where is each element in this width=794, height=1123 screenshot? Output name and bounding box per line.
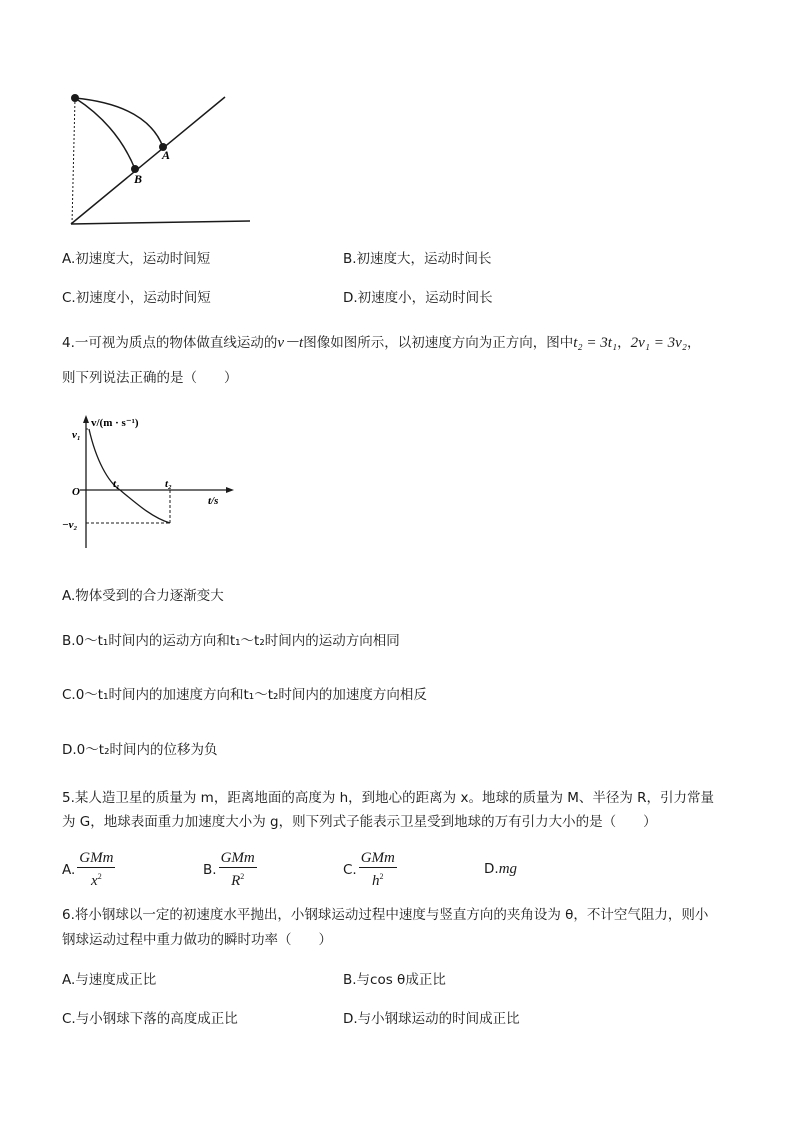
t1-label: t₁ (113, 478, 120, 490)
relation-v: 2v₁ = 3v₂ (630, 335, 687, 351)
q4-stem-line1: 4.一可视为质点的物体做直线运动的v－t图像如图所示，以初速度方向为正方向，图中t₂ = 3t₁，2v₁ = 3v₂， (62, 335, 701, 351)
vertical-dashed-line (72, 98, 75, 224)
origin-label: O (72, 486, 80, 498)
label-b: B (134, 172, 143, 186)
q5-option-b: B. $\frac{\text{GMm}}{R^2}$ (203, 850, 255, 889)
q4-option-c: C.0～t₁时间内的加速度方向和t₁～t₂时间内的加速度方向相反 (62, 687, 427, 703)
formula-a: $\frac{\text{GMm}}{x^2}$ (79, 850, 114, 889)
formula-c: $\frac{\text{GMm}}{h^2}$ (360, 850, 395, 889)
v1-label: v₁ (72, 429, 81, 441)
q4-stem-line2: 则下列说法正确的是（ ） (62, 370, 238, 386)
q4-vt-graph (58, 410, 238, 555)
ground-line (71, 221, 250, 224)
q3-option-d: D.初速度小，运动时间长 (343, 290, 493, 306)
q3-trajectory-figure (55, 85, 265, 235)
q4-option-b: B.0～t₁时间内的运动方向和t₁～t₂时间内的运动方向相同 (62, 633, 400, 649)
relation-t: t₂ = 3t₁ (573, 335, 618, 351)
q6-stem-line1: 6.将小钢球以一定的初速度水平抛出，小钢球运动过程中速度与竖直方向的夹角设为 θ，不计空气阻力，则小 (62, 907, 709, 923)
q5-option-d: D.mg (484, 861, 518, 877)
q6-option-b: B.与cos θ成正比 (343, 972, 446, 988)
q6-option-a: A.与速度成正比 (62, 972, 157, 988)
q5-stem-line2: 为 G，地球表面重力加速度大小为 g，则下列式子能表示卫星受到地球的万有引力大小的是（ ） (62, 814, 657, 830)
q6-option-c: C.与小钢球下落的高度成正比 (62, 1011, 238, 1027)
q6-stem-line2: 钢球运动过程中重力做功的瞬时功率（ ） (62, 932, 332, 948)
t-axis-arrow (226, 487, 234, 493)
formula-b: $\frac{\text{GMm}}{R^2}$ (220, 850, 255, 889)
label-a: A (162, 148, 171, 162)
q3-option-b: B.初速度大，运动时间长 (343, 251, 492, 267)
q4-option-d: D.0～t₂时间内的位移为负 (62, 742, 218, 758)
q4-option-a: A.物体受到的合力逐渐变大 (62, 588, 224, 604)
vt-curve (89, 429, 170, 523)
q5-option-c: C. $\frac{\text{GMm}}{h^2}$ (343, 850, 395, 889)
v-axis-arrow (83, 415, 89, 423)
launch-point (71, 94, 79, 102)
q5-stem-line1: 5.某人造卫星的质量为 m，距离地面的高度为 h，到地心的距离为 x。地球的质量为 M、半径为 R，引力常量 (62, 790, 715, 806)
t2-label: t₂ (165, 478, 172, 490)
q3-option-a: A.初速度大，运动时间短 (62, 251, 211, 267)
trajectory-b (75, 98, 135, 169)
neg-v2-label: −v₂ (62, 519, 78, 531)
q5-option-a: A. $\frac{\text{GMm}}{x^2}$ (62, 850, 114, 889)
xlabel: t/s (208, 495, 219, 507)
vt-symbol: v－t (277, 335, 304, 351)
q3-option-c: C.初速度小，运动时间短 (62, 290, 211, 306)
ylabel: v/(m · s⁻¹) (91, 417, 139, 429)
incline-line (71, 97, 225, 224)
q6-option-d: D.与小钢球运动的时间成正比 (343, 1011, 520, 1027)
